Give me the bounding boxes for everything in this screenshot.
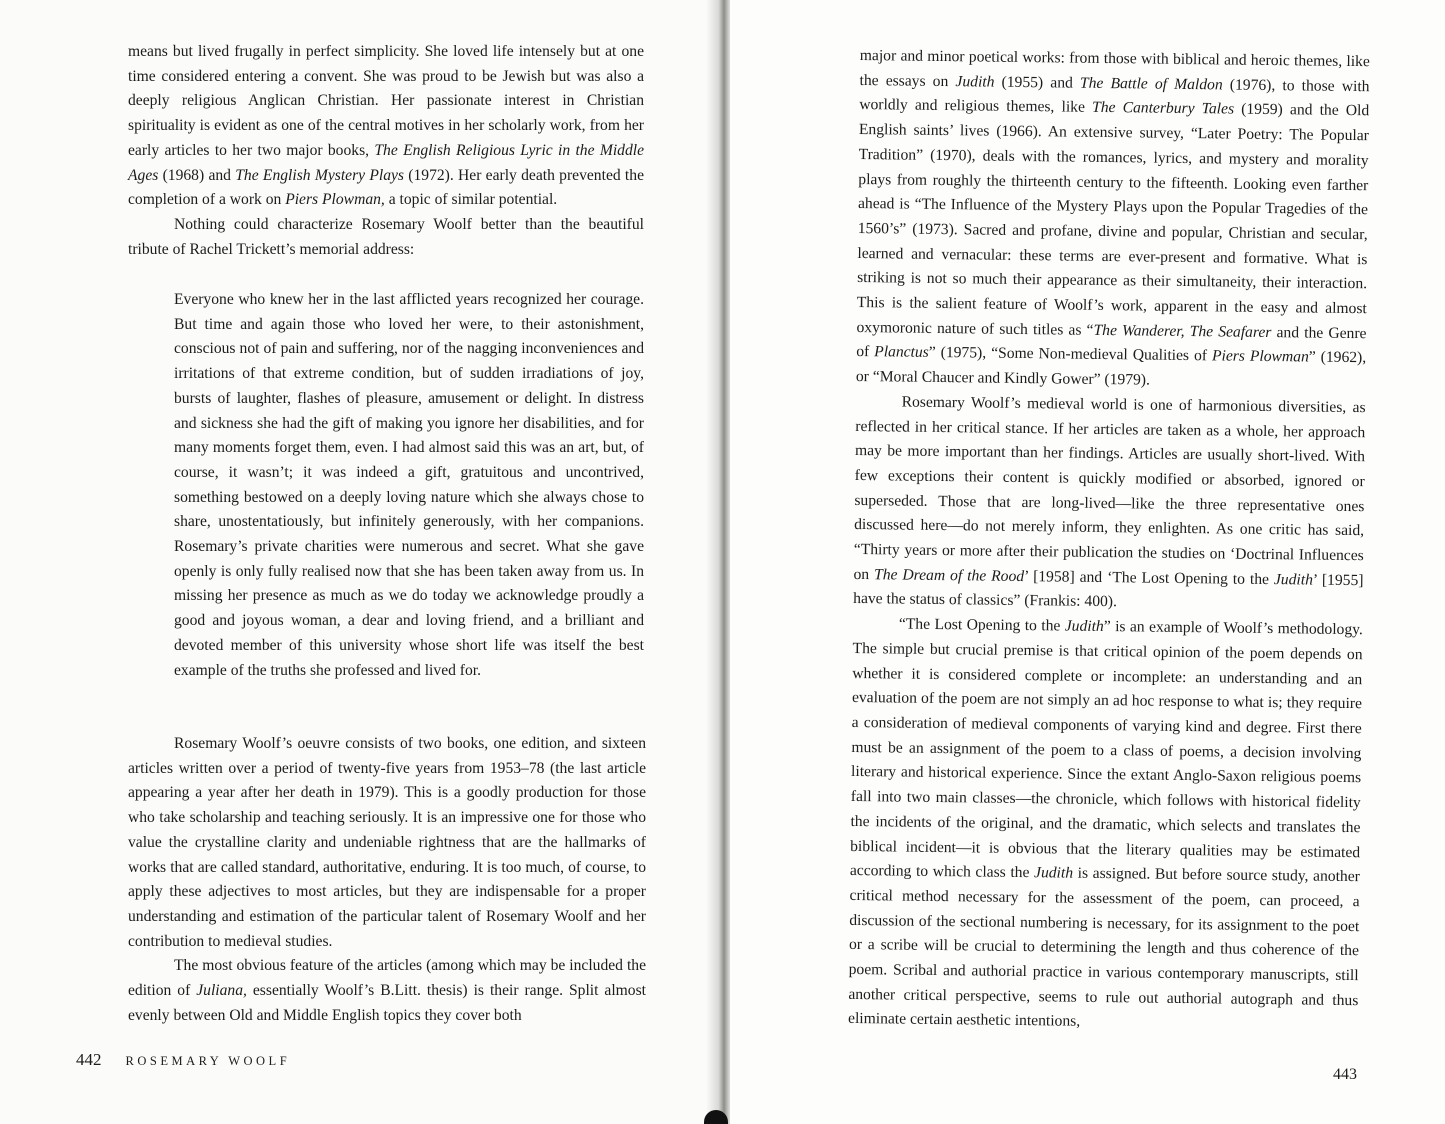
paragraph: Rosemary Woolf’s oeuvre consists of two books, one edition, and sixteen articles written over a period of twenty-five years from 1953–78 (the last article appearing a year after her death in 1979). This is a goodly production for those who take scholarship and teaching seriously. It is an impressive one for those who value the crystalline clarity and undeniable rightness that are the hallmarks of works that are called standard, authoritative, enduring. It is too much, of course, to apply these adjectives to most articles, but they are indispensable for a proper understanding and estimation of the particular talent of Rosemary Woolf and her contribution to medieval studies. [128, 735, 646, 950]
paragraph: “The Lost Opening to the Judith” is an example of Woolf’s methodology. The simple but crucial premise is that critical opinion of the poem depends on whether it is considered complete or incomplete: an understanding and an evaluation of the poem are not simply an ad hoc response to what is; they require a consideration of medieval components of varying kind and degree. First there must be an assignment of the poem to a class of poems, a decision involving literary and historical experience. Since the extant Anglo-Saxon religious poems fall into two main classes—the chronicle, which follows with historical fidelity the incidents of the original, and the dramatic, which selects and translates the biblical incident—it is obvious that the literary qualities may be estimated according to which class the Judith is assigned. But before source study, another critical method necessary for the assessment of the poem, can proceed, a discussion of the sectional numbering is necessary, for its assignment to the poet or a scribe will be crucial to determining the length and thus coherence of the poem. Scribal and authorial practice in various contemporary manuscripts, still another critical perspective, seems to rule out authorial autograph and thus eliminate certain aesthetic intentions, [847, 615, 1363, 1031]
work-title: Judith [1273, 570, 1314, 589]
work-title: Judith [1064, 617, 1104, 636]
paragraph: major and minor poetical works: from those with biblical and heroic themes, like the essays on Judith (1955) and The Battle of Maldon (1976), to those with worldly and religious themes, like The Canterbury Tales (1959) and the Old English saints’ lives (1966). An extensive survey, “Later Poetry: The Popular Tradition” (1970), deals with the romances, lyrics, and mystery and morality plays from roughly the thirteenth century to the fifteenth. Looking even farther ahead is “The Influence of the Mystery Plays upon the Popular Tragedies of the 1560’s” (1973). Sacred and profane, divine and popular, Christian and secular, learned and vernacular: these terms are ever-present and formative. What is striking is not so much their appearance as their simultaneity, their interaction. This is the salient feature of Woolf’s work, apparent in the easy and almost oxymoronic nature of such titles as “The Wanderer, The Seafarer and the Genre of Planctus” (1975), “Some Non-medieval Qualities of Piers Plowman” (1962), or “Moral Chaucer and Kindly Gower” (1979). [855, 46, 1370, 389]
book-title: The English Religious Lyric in the Middle Ages [128, 141, 644, 184]
paragraph: means but lived frugally in perfect simplicity. She loved life intensely but at one time considered entering a convent. She was proud to be Jewish but was also a deeply religious Anglican Christian. Her passionate interest in Christian spirituality is evident as one of the central motives in her scholarly work, from her early articles to her two major books, The English Religious Lyric in the Middle Ages (1968) and The English Mystery Plays (1972). Her early death prevented the completion of a work on Piers Plowman, a topic of similar potential. [128, 43, 644, 209]
page-number: 442 [76, 1050, 102, 1069]
work-title: Judith [955, 72, 995, 91]
paragraph: Rosemary Woolf’s medieval world is one of harmonious diversities, as reflected in her critical stance. If her articles are taken as a whole, her approach may be more important than her findings. Articles are usually short-lived. With few exceptions their content is quickly modified or absorbed, ignored or superseded. Those that are long-lived—like the three representative ones discussed here—do not merely inform, they enlighten. As one critic has said, “Thirty years or more after their publication the studies on ‘Doctrinal Influences on The Dream of the Rood’ [1958] and ‘The Lost Opening to the Judith’ [1955] have the status of classics” (Frankis: 400). [853, 393, 1366, 611]
right-page [730, 0, 1445, 1124]
book-title: The English Mystery Plays [235, 166, 404, 184]
left-body-bottom [128, 732, 646, 1028]
paragraph: Nothing could characterize Rosemary Woolf better than the beautiful tribute of Rachel Trickett’s memorial address: [128, 215, 644, 258]
work-title: Piers Plowman, [285, 191, 385, 209]
work-title: Planctus [874, 343, 929, 362]
block-quote [174, 288, 644, 683]
page-number: 443 [1333, 1066, 1357, 1083]
left-body-top [128, 40, 644, 262]
paragraph: The most obvious feature of the articles (among which may be included the edition of Juliana, essentially Woolf’s B.Litt. thesis) is their range. Split almost evenly between Old and Middle English topics they cover both [128, 957, 646, 1024]
right-footer [1333, 1066, 1357, 1084]
work-title: The Battle of Maldon [1079, 74, 1223, 94]
work-title: The Wanderer, The Seafarer [1093, 321, 1272, 341]
work-title: Juliana, [196, 982, 247, 1000]
running-head: ROSEMARY WOOLF [125, 1054, 291, 1068]
right-body [848, 44, 1370, 1038]
work-title: Piers Plowman [1211, 347, 1309, 366]
left-page [0, 0, 722, 1124]
left-footer [76, 1050, 290, 1070]
work-title: The Canterbury Tales [1091, 99, 1235, 118]
work-title: The Dream of the Rood [873, 565, 1025, 585]
work-title: Judith [1033, 864, 1074, 882]
quote-text: Everyone who knew her in the last afflicted years recognized her courage. But time and again those who loved her were, to their astonishment, conscious not of pain and suffering, nor of the nagging inconveniences and irritations of that extreme condition, but of sudden irradiations of joy, bursts of laughter, flashes of pleasure, amusement or delight. In distress and sickness she had the gift of making you ignore her disabilities, and for many moments forget them, even. I had almost said this was an art, but, of course, it wasn’t; it was indeed a gift, gratuitous and uncontrived, something bestowed on a deeply loving nature which she always chose to share, unostentatiously, but infinitely generously, with her companions. Rosemary’s private charities were numerous and secret. What she gave openly is only fully realised now that she has been taken away from us. In missing her presence as much as we do today we acknowledge proudly a good and joyous woman, a dear and loving friend, and a brilliant and devoted member of this university whose short life was itself the best example of the truths she professed and lived for. [174, 291, 644, 679]
